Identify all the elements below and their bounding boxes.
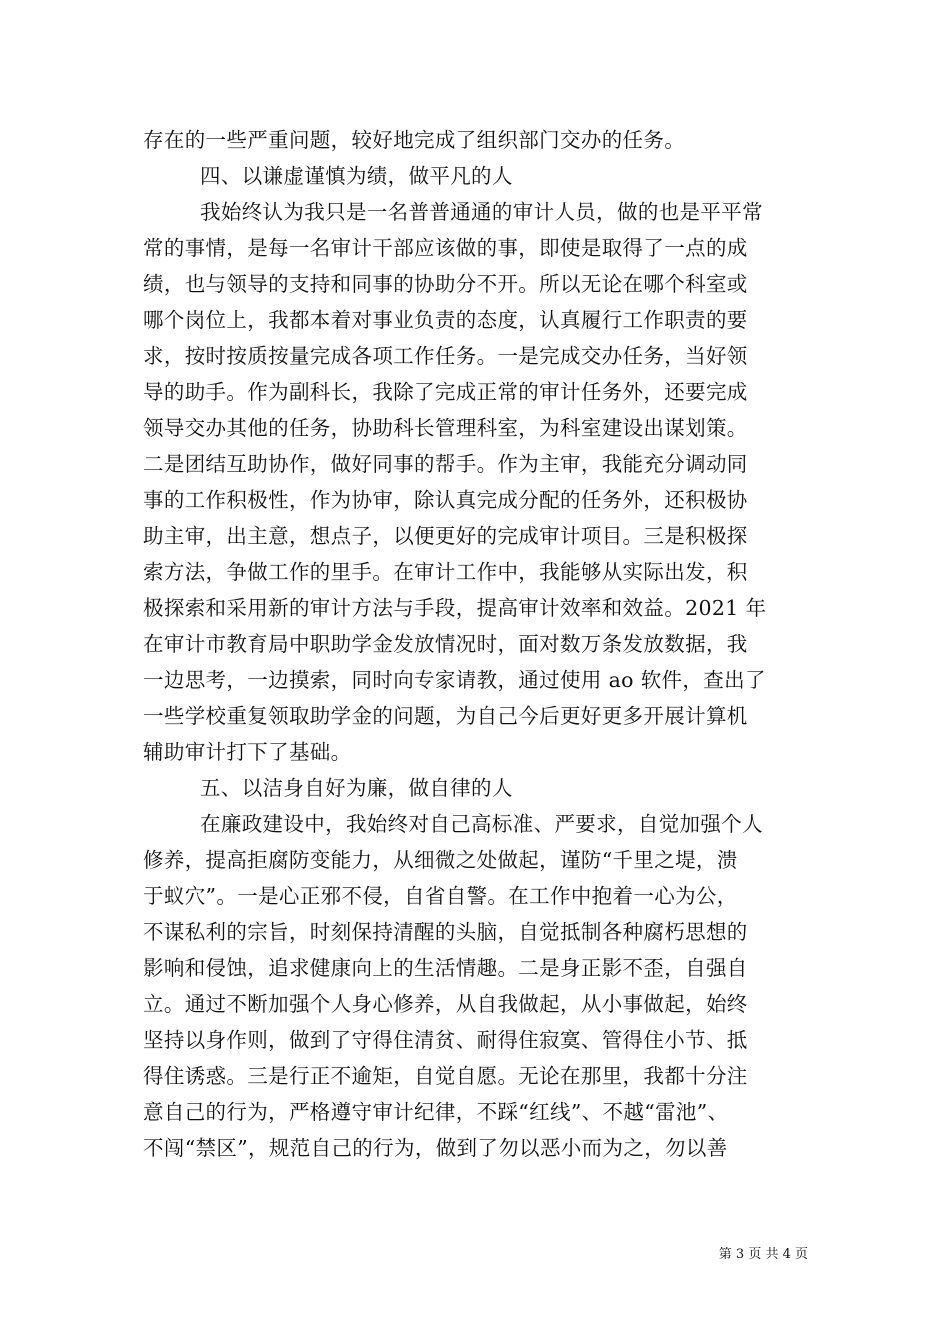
text-line: 在廉政建设中，我始终对自己高标准、严要求，自觉加强个人 xyxy=(200,812,763,836)
text-line: 助主审，出主意，想点子，以便更好的完成审计项目。三是积极探 xyxy=(143,524,748,548)
text-line: 在审计市教育局中职助学金发放情况时，面对数万条发放数据，我 xyxy=(143,632,748,656)
text-line: 一些学校重复领取助学金的问题，为自己今后更好更多开展计算机 xyxy=(143,704,748,728)
text-line: 修养，提高拒腐防变能力，从细微之处做起，谨防“千里之堤，溃 xyxy=(143,848,738,872)
text-line: 哪个岗位上，我都本着对事业负责的态度，认真履行工作职责的要 xyxy=(143,308,748,332)
text-line: 于蚁穴”。一是心正邪不侵，自省自警。在工作中抱着一心为公， xyxy=(143,884,738,908)
section-heading: 四、以谦虚谨慎为绩，做平凡的人 xyxy=(200,164,513,188)
text-line: 坚持以身作则，做到了守得住清贫、耐得住寂寞、管得住小节、抵 xyxy=(143,1028,748,1052)
text-line: 不闯“禁区”，规范自己的行为，做到了勿以恶小而为之，勿以善 xyxy=(143,1136,728,1160)
section-heading: 五、以洁身自好为廉，做自律的人 xyxy=(200,776,513,800)
text-line: 绩，也与领导的支持和同事的协助分不开。所以无论在哪个科室或 xyxy=(143,272,748,296)
text-line: 常的事情，是每一名审计干部应该做的事，即使是取得了一点的成 xyxy=(143,236,748,260)
text-line: 不谋私利的宗旨，时刻保持清醒的头脑，自觉抵制各种腐朽思想的 xyxy=(143,920,748,944)
text-line: 得住诱惑。三是行正不逾矩，自觉自愿。无论在那里，我都十分注 xyxy=(143,1064,748,1088)
text-line: 立。通过不断加强个人身心修养，从自我做起，从小事做起，始终 xyxy=(143,992,748,1016)
text-line: 影响和侵蚀，追求健康向上的生活情趣。二是身正影不歪，自强自 xyxy=(143,956,748,980)
page-number: 第 3 页 共 4 页 xyxy=(718,1247,808,1262)
text-line: 领导交办其他的任务，协助科长管理科室，为科室建设出谋划策。 xyxy=(143,416,748,440)
text-line: 求，按时按质按量完成各项工作任务。一是完成交办任务，当好领 xyxy=(143,344,748,368)
text-line: 我始终认为我只是一名普普通通的审计人员，做的也是平平常 xyxy=(200,200,763,224)
text-line: 辅助审计打下了基础。 xyxy=(143,740,352,764)
text-line: 存在的一些严重问题，较好地完成了组织部门交办的任务。 xyxy=(143,128,686,152)
text-line: 导的助手。作为副科长，我除了完成正常的审计任务外，还要完成 xyxy=(143,380,748,404)
text-line: 二是团结互助协作，做好同事的帮手。作为主审，我能充分调动同 xyxy=(143,452,748,476)
text-line: 意自己的行为，严格遵守审计纪律，不踩“红线”、不越“雷池”、 xyxy=(143,1100,729,1124)
text-line: 一边思考，一边摸索，同时向专家请教，通过使用 ao 软件，查出了 xyxy=(143,668,766,692)
text-line: 事的工作积极性，作为协审，除认真完成分配的任务外，还积极协 xyxy=(143,488,748,512)
text-line: 索方法，争做工作的里手。在审计工作中，我能够从实际出发，积 xyxy=(143,560,748,584)
text-line: 极探索和采用新的审计方法与手段，提高审计效率和效益。2021 年 xyxy=(143,596,767,620)
